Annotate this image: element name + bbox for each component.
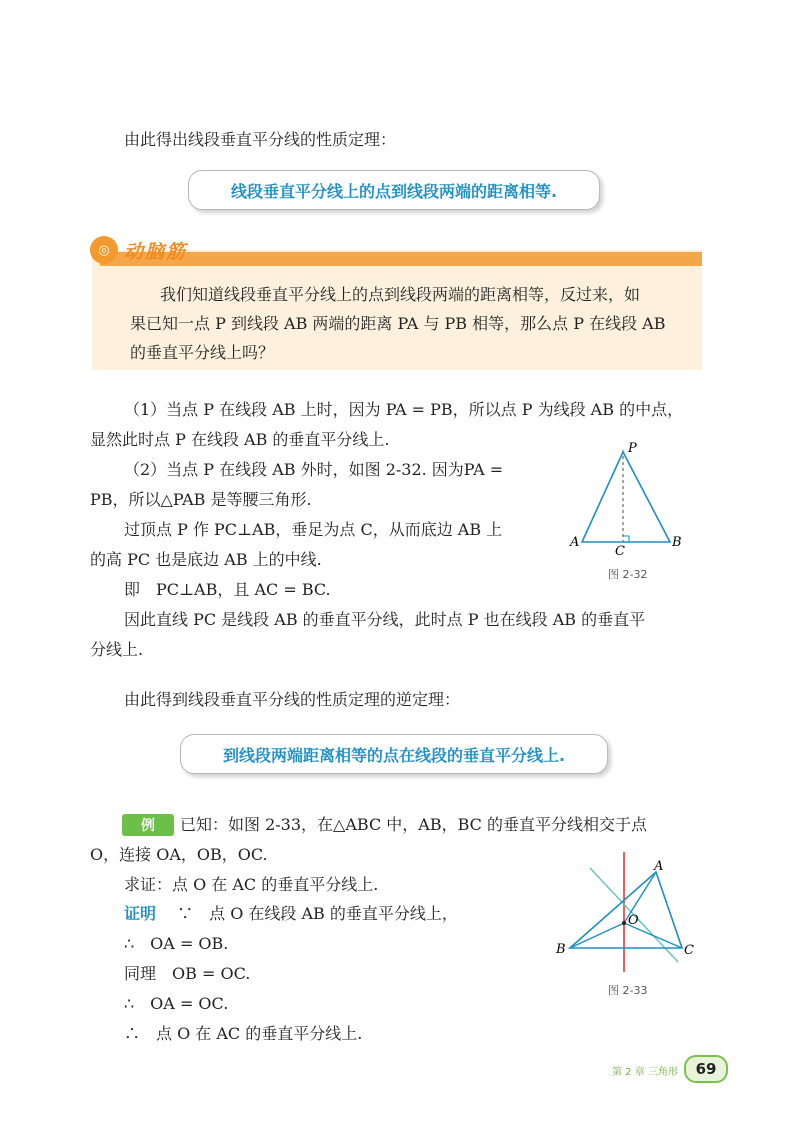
- proof-label: 证明: [124, 904, 157, 923]
- figure-2-32: [560, 430, 700, 580]
- theorem-box-1: [188, 170, 600, 210]
- para-1b: 显然此时点 P 在线段 AB 的垂直平分线上.: [90, 430, 390, 449]
- page-number: 69: [684, 1055, 728, 1083]
- fig2-point-O: [622, 921, 626, 925]
- example-line-1: 已知：如图 2-33，在△ABC 中，AB，BC 的垂直平分线相交于点: [180, 815, 647, 834]
- proof-line-1: [124, 902, 458, 926]
- theorem-2-text: 到线段两端距离相等的点在线段的垂直平分线上.: [222, 745, 566, 765]
- think-line-3: 的垂直平分线上吗？: [130, 343, 275, 362]
- theorem-1-text: 线段垂直平分线上的点到线段两端的距离相等.: [230, 181, 558, 201]
- think-label: 动脑筋: [124, 241, 188, 263]
- para-2b: PB，所以△PAB 是等腰三角形.: [90, 490, 312, 509]
- proof-line-4: ∴ OA = OC.: [124, 994, 229, 1013]
- para-6: 由此得到线段垂直平分线的性质定理的逆定理：: [124, 690, 461, 709]
- example-badge: 例: [122, 814, 174, 836]
- fig1-triangle: [582, 452, 670, 542]
- footer-chapter: 第 2 章: [612, 1067, 645, 1078]
- para-1a: （1）当点 P 在线段 AB 上时，因为 PA = PB，所以点 P 为线段 AB 的中点，: [124, 400, 684, 419]
- example-line-2: O，连接 OA，OB，OC.: [90, 845, 268, 864]
- para-2a: （2）当点 P 在线段 AB 外时，如图 2-32. 因为PA =: [124, 460, 504, 479]
- fig2-segment-OB: [570, 923, 624, 948]
- figure-2-32-caption: 图 2-32: [608, 568, 648, 581]
- fig1-label-C: C: [615, 544, 625, 559]
- brain-icon: ◎: [90, 236, 118, 264]
- para-3a: 过顶点 P 作 PC⊥AB，垂足为点 C，从而底边 AB 上: [124, 520, 503, 539]
- fig1-label-B: B: [672, 535, 682, 550]
- fig2-label-O: O: [628, 913, 639, 928]
- example-line-3: 求证：点 O 在 AC 的垂直平分线上.: [124, 875, 379, 894]
- para-4: 即 PC⊥AB，且 AC = BC.: [124, 580, 331, 599]
- proof-line-3: 同理 OB = OC.: [124, 964, 251, 983]
- theorem-box-2: [180, 734, 608, 774]
- figure-2-33-caption: 图 2-33: [608, 984, 648, 997]
- fig2-triangle: [570, 872, 682, 948]
- intro-text: 由此得出线段垂直平分线的性质定理：: [124, 130, 397, 149]
- proof-text-1: ∵ 点 O 在线段 AB 的垂直平分线上，: [177, 904, 458, 923]
- para-5b: 分线上.: [90, 640, 144, 659]
- fig2-label-B: B: [556, 942, 566, 957]
- fig1-right-angle-mark: [623, 536, 629, 542]
- proof-line-2: ∴ OA = OB.: [124, 934, 229, 953]
- footer-title: 三角形: [648, 1067, 678, 1078]
- para-3b: 的高 PC 也是底边 AB 上的中线.: [90, 550, 322, 569]
- think-header-bar: [100, 252, 702, 266]
- fig2-label-C: C: [684, 943, 694, 958]
- think-line-2: 果已知一点 P 到线段 AB 两端的距离 PA 与 PB 相等，那么点 P 在线段 AB: [130, 314, 666, 333]
- para-5a: 因此直线 PC 是线段 AB 的垂直平分线，此时点 P 也在线段 AB 的垂直平: [124, 610, 646, 629]
- fig2-label-A: A: [654, 859, 664, 874]
- fig1-label-A: A: [570, 535, 580, 550]
- figure-2-33: [550, 850, 710, 980]
- think-line-1: 我们知道线段垂直平分线上的点到线段两端的距离相等，反过来，如: [160, 285, 641, 304]
- proof-line-5: ∴ 点 O 在 AC 的垂直平分线上.: [124, 1024, 363, 1043]
- fig1-label-P: P: [628, 441, 637, 456]
